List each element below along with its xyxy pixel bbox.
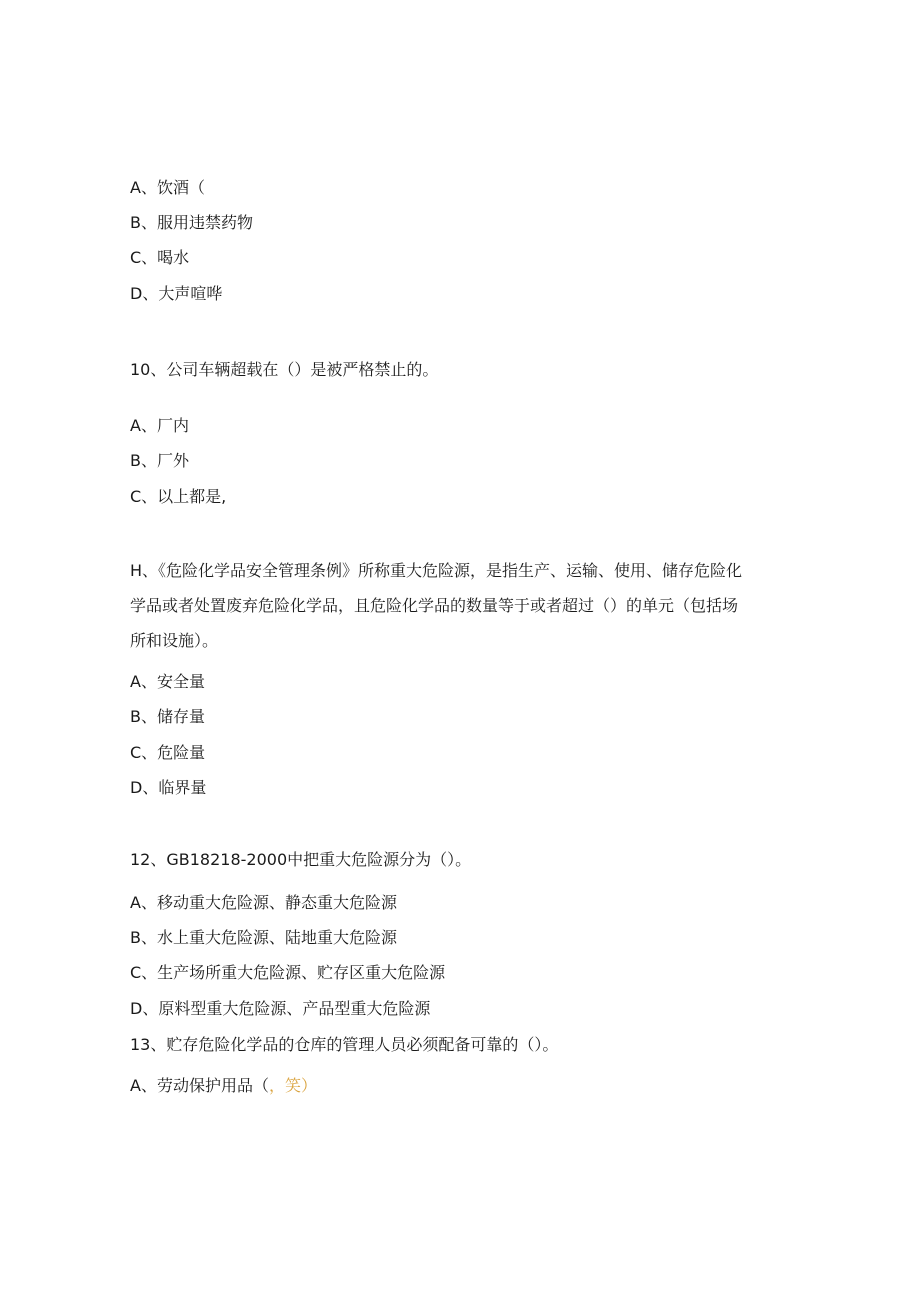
question-11-line-2: 学品或者处置废弃危险化学品，且危险化学品的数量等于或者超过（）的单元（包括场: [130, 596, 739, 615]
q12-option-a: A、移动重大危险源、静态重大危险源: [130, 893, 397, 912]
question-12: 12、GB18218-2000中把重大危险源分为（）。: [130, 850, 472, 869]
q11-option-c: C、危险量: [130, 743, 206, 762]
q10-option-a: A、厂内: [130, 416, 189, 435]
question-11-line-3: 所和设施）。: [130, 631, 219, 650]
q12-option-c: C、生产场所重大危险源、贮存区重大危险源: [130, 963, 446, 982]
q12-option-d: D、原料型重大危险源、产品型重大危险源: [130, 999, 431, 1018]
q10-option-c: C、以上都是,: [130, 487, 227, 506]
option-prev-a: A、饮酒（: [130, 178, 205, 197]
q13-option-a-mark: ，笑）: [268, 1076, 317, 1095]
question-13: 13、贮存危险化学品的仓库的管理人员必须配备可靠的（）。: [130, 1035, 559, 1054]
q11-option-b: B、储存量: [130, 707, 205, 726]
q13-option-a-text: A、劳动保护用品（: [130, 1076, 269, 1095]
question-11-line-1: H、《危险化学品安全管理条例》所称重大危险源，是指生产、运输、使用、储存危险化: [130, 561, 743, 580]
q13-option-a: [130, 1076, 317, 1096]
question-10: 10、公司车辆超载在（）是被严格禁止的。: [130, 360, 439, 379]
q11-option-a: A、安全量: [130, 672, 205, 691]
q11-option-d: D、临界量: [130, 778, 207, 797]
option-prev-d: D、大声喧哗: [130, 284, 223, 303]
option-prev-c: C、喝水: [130, 248, 190, 267]
option-prev-b: B、服用违禁药物: [130, 213, 253, 232]
q10-option-b: B、厂外: [130, 451, 189, 470]
q12-option-b: B、水上重大危险源、陆地重大危险源: [130, 928, 397, 947]
